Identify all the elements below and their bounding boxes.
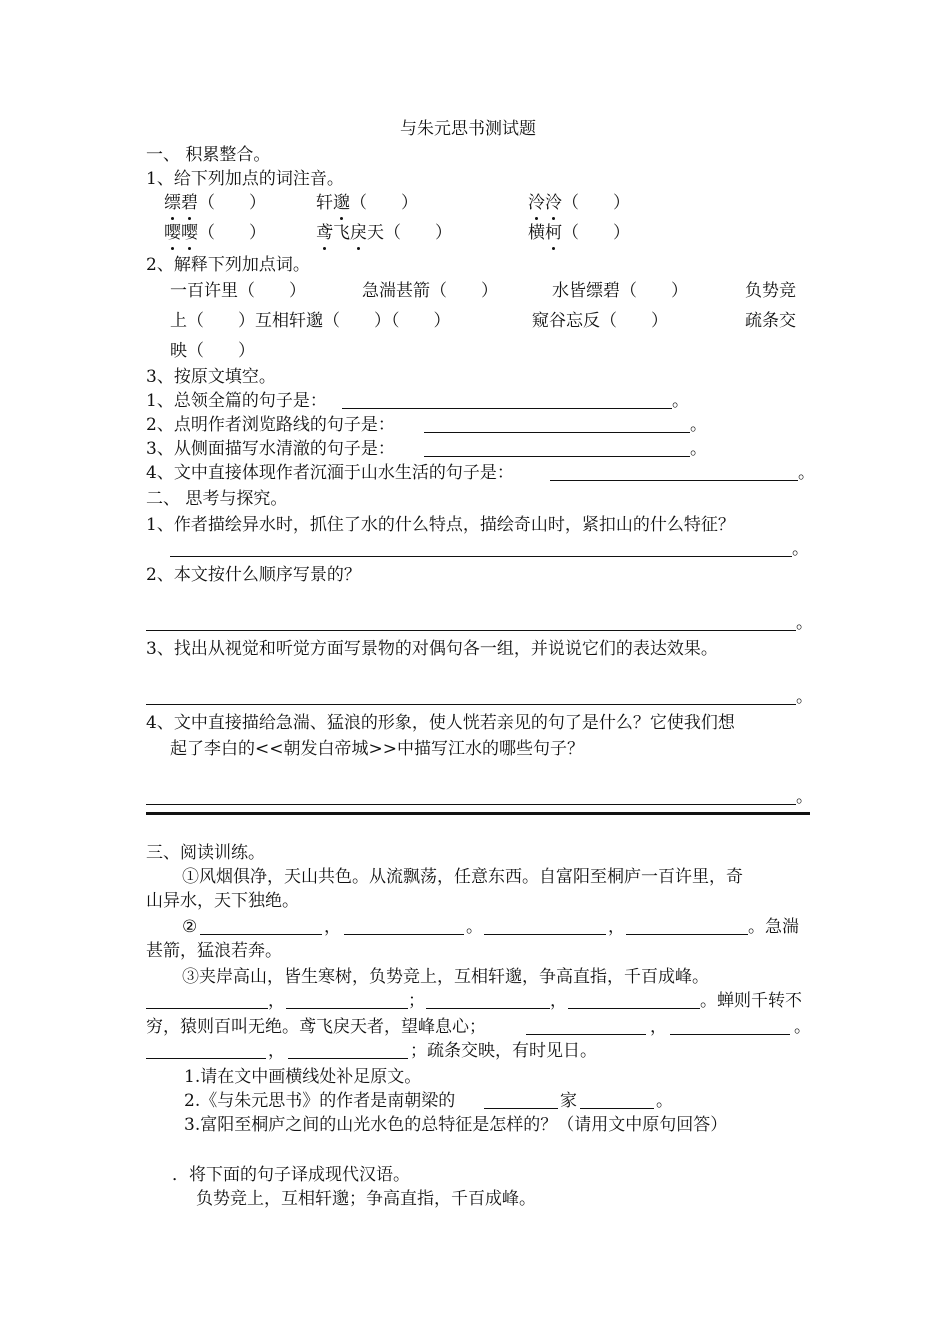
punct: ， (650, 1017, 667, 1037)
answer-line[interactable] (484, 934, 606, 935)
explain-item: 窥谷忘反（ ） (532, 311, 668, 331)
section-divider (146, 812, 810, 815)
question-3: 3、找出从视觉和听觉方面写景物的对偶句各一组，并说说它们的表达效果。 (146, 639, 718, 659)
answer-end: 。 (796, 787, 813, 807)
punct: ， (324, 917, 341, 937)
fill-item-4: 4、文中直接体现作者沉湎于山水生活的句子是： (146, 463, 514, 483)
punct: 。 (794, 1017, 811, 1037)
answer-line[interactable] (146, 804, 796, 805)
reading-q4: ．将下面的句子译成现代汉语。 (172, 1165, 410, 1185)
question-2: 2、本文按什么顺序写景的？ (146, 565, 361, 585)
answer-line[interactable] (146, 630, 796, 631)
explain-item: 水皆缥碧（ ） (552, 281, 688, 301)
section-1-heading: 一、 积累整合。 (146, 145, 271, 165)
passage-para-3: ③夹岸高山，皆生寒树，负势竞上，互相轩邈，争高直指，千百成峰。 (182, 967, 709, 987)
answer-end: 。 (792, 539, 809, 559)
section-3-heading: 三、阅读训练。 (146, 843, 265, 863)
pinyin-item (528, 192, 630, 214)
dotted-word: 泠泠 (528, 193, 562, 213)
punct: 。蝉则千转不 (700, 991, 802, 1011)
explain-item: 上（ ）互相轩邈（ ）（ ） (170, 311, 451, 331)
answer-line[interactable] (670, 1034, 790, 1035)
explain-item: 一百许里（ ） (170, 281, 306, 301)
fill-end: 。 (690, 439, 707, 459)
reading-q4-sentence: 负势竞上，互相轩邈；争高直指，千百成峰。 (196, 1189, 536, 1209)
pinyin-item (316, 222, 452, 244)
punct: 。急湍 (748, 917, 799, 937)
answer-blank[interactable]: （ ） (198, 223, 266, 243)
answer-end: 。 (796, 613, 813, 633)
dotted-word: 横柯 (528, 223, 562, 243)
q2-title: 2、解释下列加点词。 (146, 255, 310, 275)
answer-line[interactable] (424, 432, 690, 433)
answer-line[interactable] (286, 1008, 408, 1009)
answer-line[interactable] (484, 1108, 558, 1109)
question-4-cont: 起了李白的<<朝发白帝城>>中描写江水的哪些句子？ (170, 739, 584, 759)
dotted-word: 嘤嘤 (164, 223, 198, 243)
passage-para-2-cont: 甚箭，猛浪若奔。 (146, 941, 282, 961)
passage-para-2-marker: ② (182, 917, 198, 937)
explain-item: 负势竞 (745, 281, 796, 301)
page-title: 与朱元思书测试题 (400, 119, 536, 139)
answer-line[interactable] (580, 1108, 654, 1109)
answer-line[interactable] (626, 934, 748, 935)
answer-blank[interactable]: （ ） (350, 193, 418, 213)
reading-q1: 1.请在文中画横线处补足原文。 (184, 1067, 422, 1087)
q3-title: 3、按原文填空。 (146, 367, 276, 387)
fill-item-1: 1、总领全篇的句子是： (146, 391, 327, 411)
passage-para-3-end: ；疏条交映，有时见日。 (410, 1041, 597, 1061)
pinyin-item (164, 192, 266, 214)
answer-line[interactable] (170, 556, 792, 557)
punct: ； (408, 991, 425, 1011)
answer-line[interactable] (526, 1034, 646, 1035)
answer-blank[interactable]: （ ） (384, 223, 452, 243)
reading-q2-mid: 家 (560, 1091, 577, 1111)
fill-end: 。 (672, 391, 689, 411)
reading-q2: 2.《与朱元思书》的作者是南朝梁的 (184, 1091, 456, 1111)
pinyin-item (316, 192, 418, 214)
fill-item-2: 2、点明作者浏览路线的句子是： (146, 415, 395, 435)
answer-blank[interactable]: （ ） (198, 193, 266, 213)
answer-line[interactable] (200, 934, 322, 935)
answer-line[interactable] (146, 1058, 266, 1059)
answer-line[interactable] (426, 1008, 550, 1009)
question-1: 1、作者描绘异水时，抓住了水的什么特点，描绘奇山时，紧扣山的什么特征？ (146, 515, 735, 535)
answer-line[interactable] (342, 408, 672, 409)
punct: 。 (466, 917, 483, 937)
question-4: 4、文中直接描给急湍、猛浪的形象，使人恍若亲见的句了是什么？它使我们想 (146, 713, 735, 733)
answer-blank[interactable]: （ ） (562, 193, 630, 213)
passage-para-1-cont: 山异水，天下独绝。 (146, 891, 299, 911)
pinyin-item (528, 222, 630, 244)
explain-item: 映（ ） (170, 341, 255, 361)
reading-q2-end: 。 (656, 1091, 673, 1111)
section-2-heading: 二、 思考与探究。 (146, 489, 288, 509)
dotted-word: 轩邈 (316, 193, 350, 213)
fill-end: 。 (690, 415, 707, 435)
dotted-word: 缥碧 (164, 193, 198, 213)
passage-para-1: ①风烟俱净，天山共色。从流飘荡，任意东西。自富阳至桐庐一百许里，奇 (182, 867, 743, 887)
explain-item: 疏条交 (745, 311, 796, 331)
pinyin-item (164, 222, 266, 244)
dotted-word: 鸢飞戾天 (316, 223, 384, 243)
answer-line[interactable] (146, 1008, 268, 1009)
answer-line[interactable] (146, 704, 796, 705)
answer-line[interactable] (568, 1008, 700, 1009)
answer-blank[interactable]: （ ） (562, 223, 630, 243)
punct: ， (268, 1041, 285, 1061)
passage-para-3-cont: 穷，猿则百叫无绝。鸢飞戾天者，望峰息心； (146, 1017, 486, 1037)
answer-line[interactable] (344, 934, 464, 935)
punct: ， (608, 917, 625, 937)
q1-title: 1、给下列加点的词注音。 (146, 169, 344, 189)
reading-q3: 3.富阳至桐庐之间的山光水色的总特征是怎样的？（请用文中原句回答） (184, 1115, 728, 1135)
answer-line[interactable] (424, 456, 690, 457)
punct: ， (268, 991, 285, 1011)
explain-item: 急湍甚箭（ ） (362, 281, 498, 301)
fill-item-3: 3、从侧面描写水清澈的句子是： (146, 439, 395, 459)
answer-line[interactable] (288, 1058, 408, 1059)
answer-end: 。 (796, 687, 813, 707)
fill-end: 。 (798, 463, 815, 483)
punct: ， (550, 991, 567, 1011)
answer-line[interactable] (550, 480, 798, 481)
